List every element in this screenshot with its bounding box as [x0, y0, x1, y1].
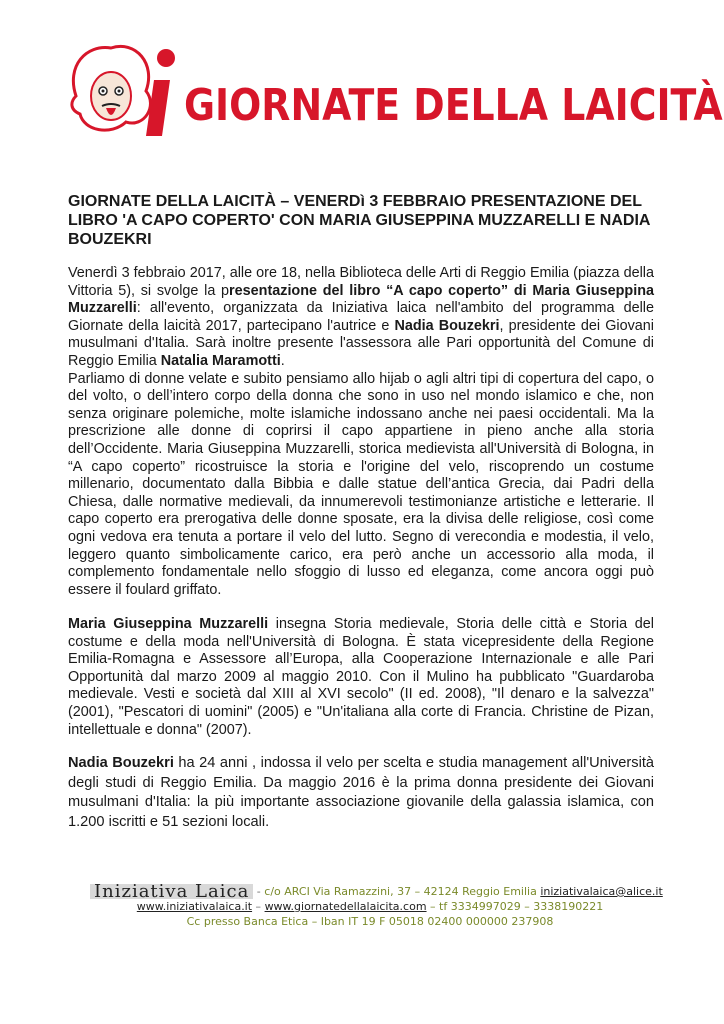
event-paragraph: Venerdì 3 febbraio 2017, alle ore 18, nella Biblioteca delle Arti di Reggio Emilia (piazza della Vittoria 5), si svolge la presentazione del libro “A capo coperto” di Maria Giuseppina Muzzarelli: all'evento, organizzata da Iniziativa laica nell'ambito del programma delle Giornate della laicità 2017, partecipano l'autrice e Nadia Bouzekri, presidente dei Giovani musulmani d'Italia. Sarà inoltre presente l'assessora alle Pari opportunità del Comune di Reggio Emilia Natalia Maramotti. Parliamo di donne velate e subito pensiamo allo hijab o agli altri tipi di copertura del capo, o del volto, o dell’intero corpo della donna che sono in uso nel mondo islamico e che, non senza originare polemiche, molte islamiche indossano anche nei paesi occidentali. Ma la prescrizione alle donne di coprirsi il capo appartiene in pieno anche alla storia dell’Occidente. Maria Giuseppina Muzzarelli, storica medievista all'Università di Bologna, in “A capo coperto” ricostruisce la storia e l'origine del velo, riscoprendo un costume millenario, documentato dalla Bibbia e dalle statue dell’antica Grecia, dai Padri della Chiesa, dalle normative medievali, da innumerevoli testimonianze artistiche e letterarie. Il capo coperto era prerogativa delle donne sposate, era la divisa delle religiose, così come ogni vedova era tenuta a portare il velo del lutto. Segno di verecondia e modestia, il velo, leggero quanto simbolicamente carico, era però anche un accessorio alla moda, il complemento fondamentale nello sfoggio di lusso ed eleganza, come ancora oggi può essere il foulard griffato.	[68, 265, 654, 598]
footer-address-line: Iniziativa Laica - c/o ARCI Via Ramazzini, 37 – 42124 Reggio Emilia iniziativalaica@alice.it	[90, 884, 650, 899]
guest-bio-paragraph: Nadia Bouzekri ha 24 anni , indossa il velo per scelta e studia management all'Università degli studi di Reggio Emilia. Da maggio 2016 è la prima donna presidente dei Giovani musulmani d'Italia: la più importante associazione giovanile della galassia islamica, con 1.200 iscritti e 51 sezioni locali.	[68, 755, 654, 830]
footer-bank: Cc presso Banca Etica – Iban IT 19 F 05018 02400 000000 237908	[186, 915, 554, 928]
footer-site-link-2[interactable]: www.giornatedellalaicita.com	[264, 900, 427, 913]
footer-site-link-1[interactable]: www.iniziativalaica.it	[136, 900, 253, 913]
footer-email-link[interactable]: iniziativalaica@alice.it	[540, 885, 663, 898]
footer-links-line: www.iniziativalaica.it – www.giornatedellalaicita.com – tf 3334997029 – 3338190221	[136, 900, 604, 913]
footer-phones: – tf 3334997029 – 3338190221	[426, 900, 604, 913]
article-title: GIORNATE DELLA LAICITÀ – VENERDì 3 FEBBRAIO PRESENTAZIONE DEL LIBRO 'A CAPO COPERTO' CON MARIA GIUSEPPINA MUZZARELLI E NADIA BOUZEKRI	[68, 193, 650, 248]
footer-brand: Iniziativa Laica	[90, 884, 253, 899]
logo	[66, 36, 723, 148]
footer-address: c/o ARCI Via Ramazzini, 37 – 42124 Reggio Emilia	[264, 885, 541, 898]
author-bio-paragraph: Maria Giuseppina Muzzarelli insegna Storia medievale, Storia delle città e Storia del costume e della moda nell'Università di Bologna. È stata vicepresidente della Regione Emilia-Romagna e Assessore all’Europa, alla Cooperazione Internazionale e alle Pari Opportunità dal marzo 2009 al maggio 2010. Con il Mulino ha pubblicato "Guardaroba medievale. Vesti e società dal XIII al XVI secolo" (II ed. 2008), "Il denaro e la salvezza" (2001), "Pescatori di uomini" (2005) e "Un'italiana alla corte di Francia. Christine de Pizan, intellettuale e donna" (2007).	[68, 616, 654, 738]
logo-title: GIORNATE DELLA LAICITÀ	[184, 80, 723, 131]
footer	[90, 881, 663, 929]
